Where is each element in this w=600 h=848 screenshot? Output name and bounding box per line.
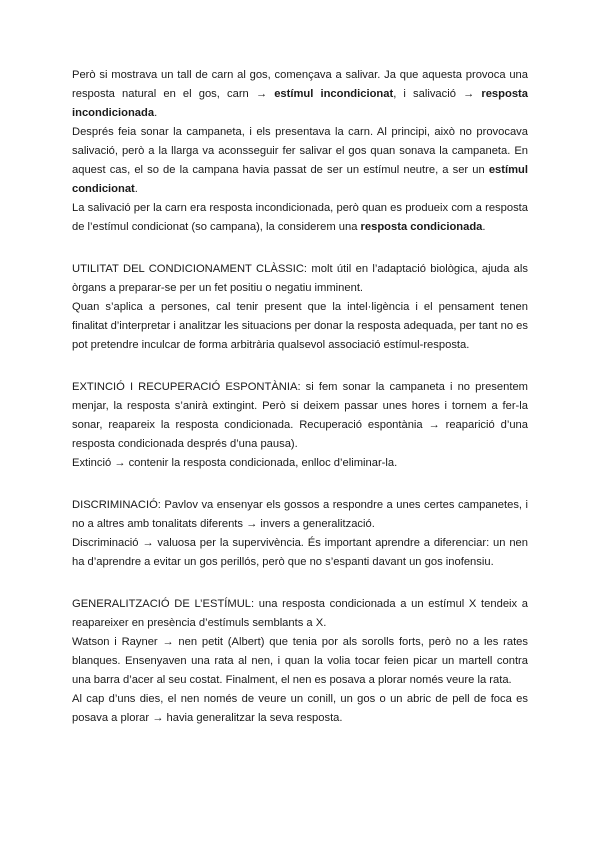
section-discriminacio: [72, 496, 528, 572]
utilitat-paragraph-2: Quan s’aplica a persones, cal tenir present que la intel·ligència i el pensament tenen finalitat d’interpretar i analitzar les situacions per donar la resposta adequada, per tant no es pot pretendre inculcar de forma arbitrària qualsevol associació estímul-resposta.: [72, 301, 528, 351]
bold-term: estímul incondicionat: [274, 88, 394, 100]
bold-term: resposta condicionada: [360, 221, 483, 233]
text-run: La salivació per la carn era resposta incondicionada, però quan es produeix com a resposta de l’estímul condicionat (so campana), la considerem una: [72, 202, 528, 233]
spacer: [72, 355, 528, 374]
bold-term: estímul condicionat: [72, 164, 528, 195]
section-generalitzacio: [72, 595, 528, 728]
extincio-paragraph-2: Extinció → contenir la resposta condicionada, enlloc d’eliminar-la.: [72, 457, 398, 469]
extincio-paragraph-1: EXTINCIÓ I RECUPERACIÓ ESPONTÀNIA: si fem sonar la campaneta i no presentem menjar, la resposta s’anirà extingint. Però si deixem passar unes hores i tornem a fer-la sonar, reapareix la resposta condicionada. Recuperació espontània → reaparició d’una resposta condicionada després d’una pausa).: [72, 381, 528, 450]
section-extincio: [72, 378, 528, 473]
generalitzacio-paragraph-3: Al cap d’uns dies, el nen només de veure un conill, un gos o un abric de pell de foca es posava a plorar → havia generalitzar la seva resposta.: [72, 693, 528, 724]
utilitat-paragraph-1: UTILITAT DEL CONDICIONAMENT CLÀSSIC: molt útil en l’adaptació biològica, ajuda als òrgans a preparar-se per un fet positiu o negatiu imminent.: [72, 263, 528, 294]
section-intro: [72, 66, 528, 237]
text-run: .: [154, 107, 158, 119]
generalitzacio-paragraph-2: Watson i Rayner → nen petit (Albert) que tenia por als sorolls forts, però no a les rates blanques. Ensenyaven una rata al nen, i quan la volia tocar feien picar un martell contra una barra d’acer al seu costat. Finalment, el nen es posava a plorar només veure la rata.: [72, 636, 528, 686]
generalitzacio-paragraph-1: GENERALITZACIÓ DE L’ESTÍMUL: una resposta condicionada a un estímul X tendeix a reapareixer en presència d’estímuls semblants a X.: [72, 598, 528, 629]
section-utilitat: [72, 260, 528, 355]
text-run: Però si mostrava un tall de carn al gos, començava a salivar. Ja que aquesta provoca una resposta natural en el gos, carn →: [72, 69, 528, 100]
intro-paragraph-3: [72, 199, 528, 237]
intro-paragraph-1: [72, 66, 528, 123]
spacer: [72, 237, 528, 256]
document-page: [72, 66, 528, 728]
text-run: , i salivació →: [393, 88, 482, 100]
text-run: .: [482, 221, 486, 233]
discriminacio-paragraph-2: Discriminació → valuosa per la supervivència. És important aprendre a diferenciar: un nen ha d’aprendre a evitar un gos perillós, però que no s’espanti davant un gos inofensiu.: [72, 537, 528, 568]
discriminacio-paragraph-1: DISCRIMINACIÓ: Pavlov va ensenyar els gossos a respondre a unes certes campanetes, i no a altres amb tonalitats diferents → invers a generalització.: [72, 499, 528, 530]
intro-paragraph-2: [72, 123, 528, 199]
text-run: Després feia sonar la campaneta, i els presentava la carn. Al principi, això no provocava salivació, però a la llarga va aconsseguir fer salivar el gos quan sonava la campaneta. En aquest cas, el so de la campana havia passat de ser un estímul neutre, a ser un: [72, 126, 528, 176]
bold-term: resposta incondicionada: [72, 88, 528, 119]
spacer: [72, 473, 528, 492]
spacer: [72, 572, 528, 591]
text-run: .: [134, 183, 138, 195]
